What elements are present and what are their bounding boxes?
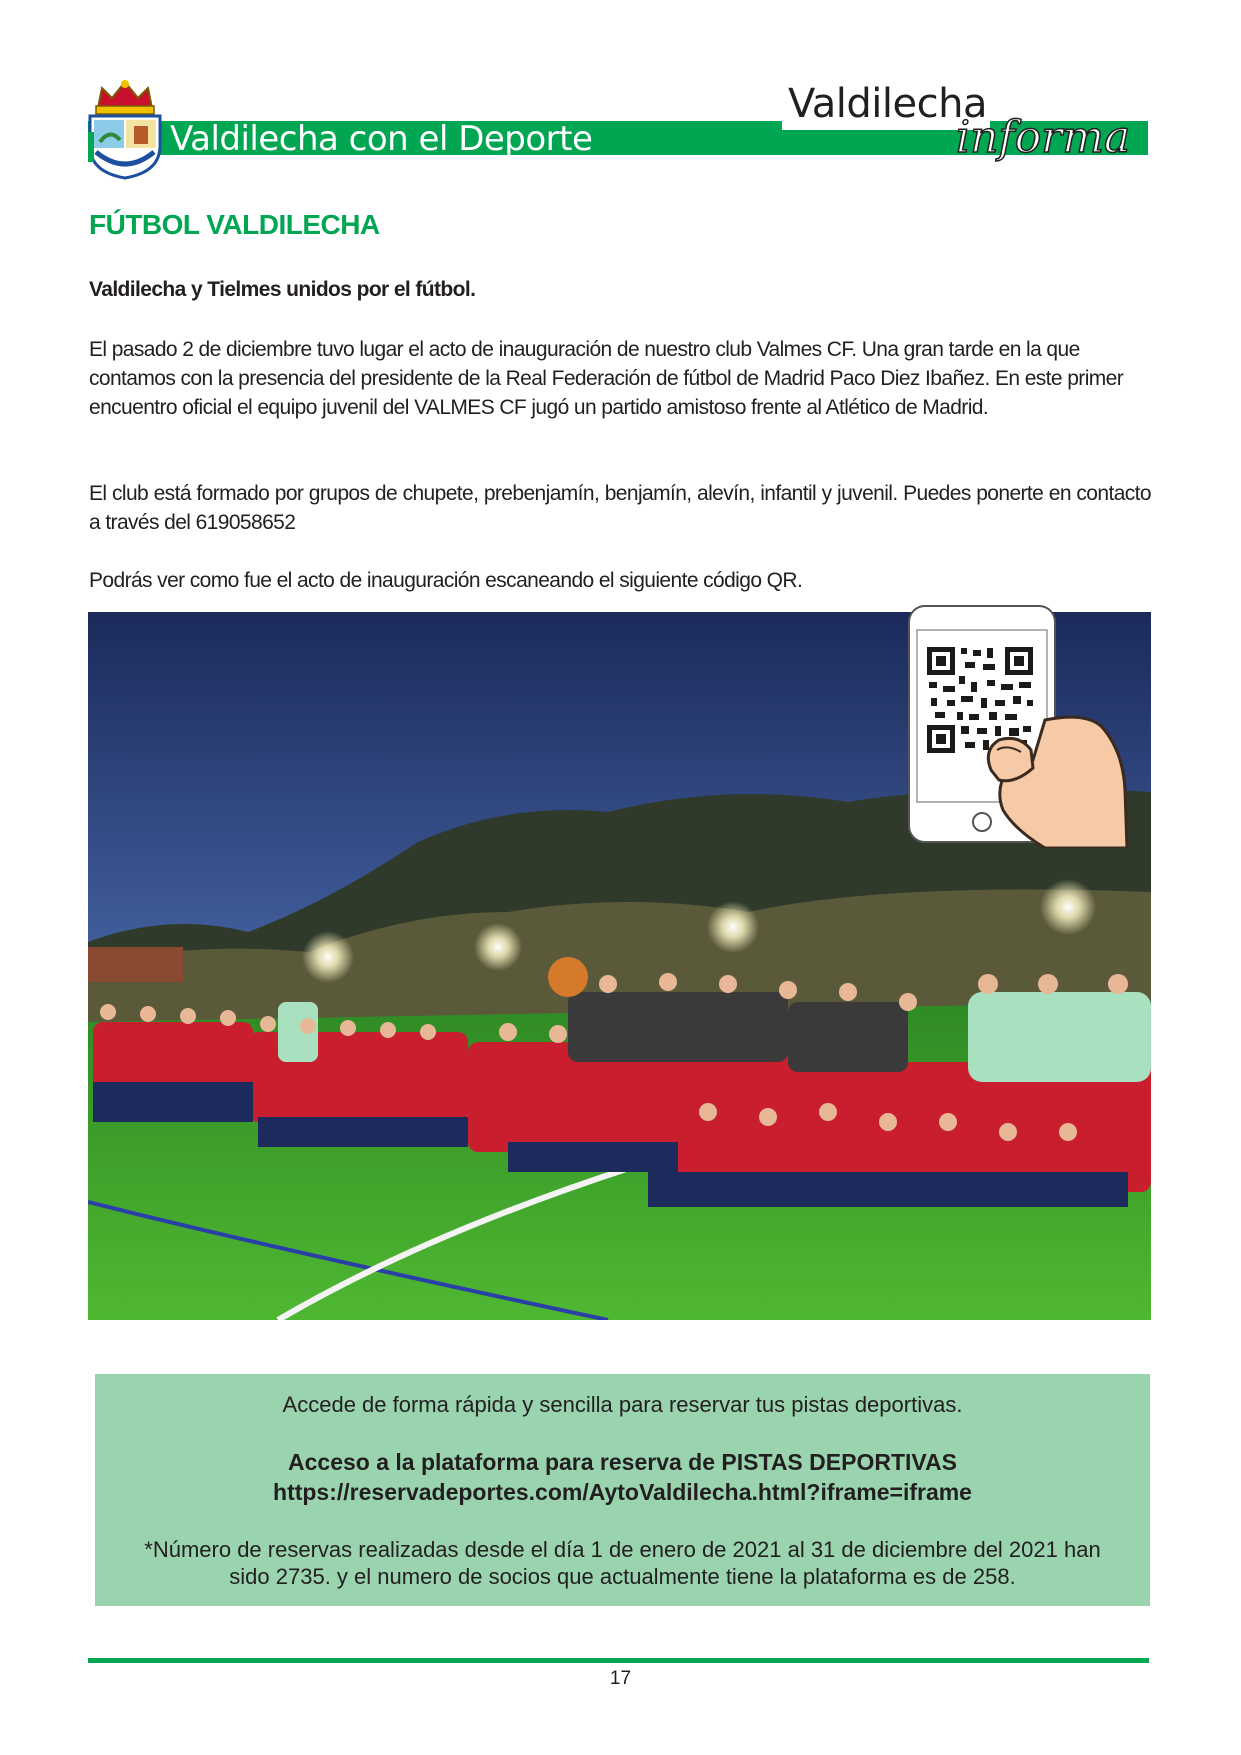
coat-of-arms-icon: [84, 78, 166, 180]
booking-title: Acceso a la plataforma para reserva de PISTAS DEPORTIVAS: [288, 1449, 957, 1475]
footer-rule: [88, 1658, 1149, 1663]
masthead-name: Valdilecha: [788, 81, 987, 127]
article-paragraph: El pasado 2 de diciembre tuvo lugar el acto de inauguración de nuestro club Valmes CF. Una gran tarde en la que contamos con la presencia del presidente de la Real Federación de fútbol de Madrid Paco Diez Ibañez. En este primer encuentro oficial el equipo juvenil del VALMES CF jugó un partido amistoso frente al Atlético de Madrid.: [89, 338, 1124, 419]
article-paragraph: El club está formado por grupos de chupete, prebenjamín, benjamín, alevín, infantil y juvenil. Puedes ponerte en contacto a través del 619058652: [89, 482, 1151, 534]
masthead-subtitle: informa: [956, 112, 1131, 163]
section-title: Valdilecha con el Deporte: [170, 119, 593, 159]
booking-info-box: [95, 1374, 1150, 1606]
page-number: 17: [609, 1668, 632, 1689]
article-paragraph: Podrás ver como fue el acto de inauguración escaneando el siguiente código QR.: [89, 569, 803, 592]
booking-intro-text: Accede de forma rápida y sencilla para reservar tus pistas deportivas.: [282, 1392, 963, 1417]
booking-url-link[interactable]: https://reservadeportes.com/AytoValdilecha.html?iframe=iframe: [273, 1479, 972, 1505]
qr-code-phone-icon: [895, 600, 1145, 848]
article-heading: FÚTBOL VALDILECHA: [89, 209, 380, 240]
booking-stats-text: *Número de reservas realizadas desde el día 1 de enero de 2021 al 31 de diciembre del 2021 han sido 2735. y el numero de socios que actualmente tiene la plataforma es de 258.: [144, 1537, 1101, 1589]
article-subheading: Valdilecha y Tielmes unidos por el fútbol.: [89, 278, 476, 301]
